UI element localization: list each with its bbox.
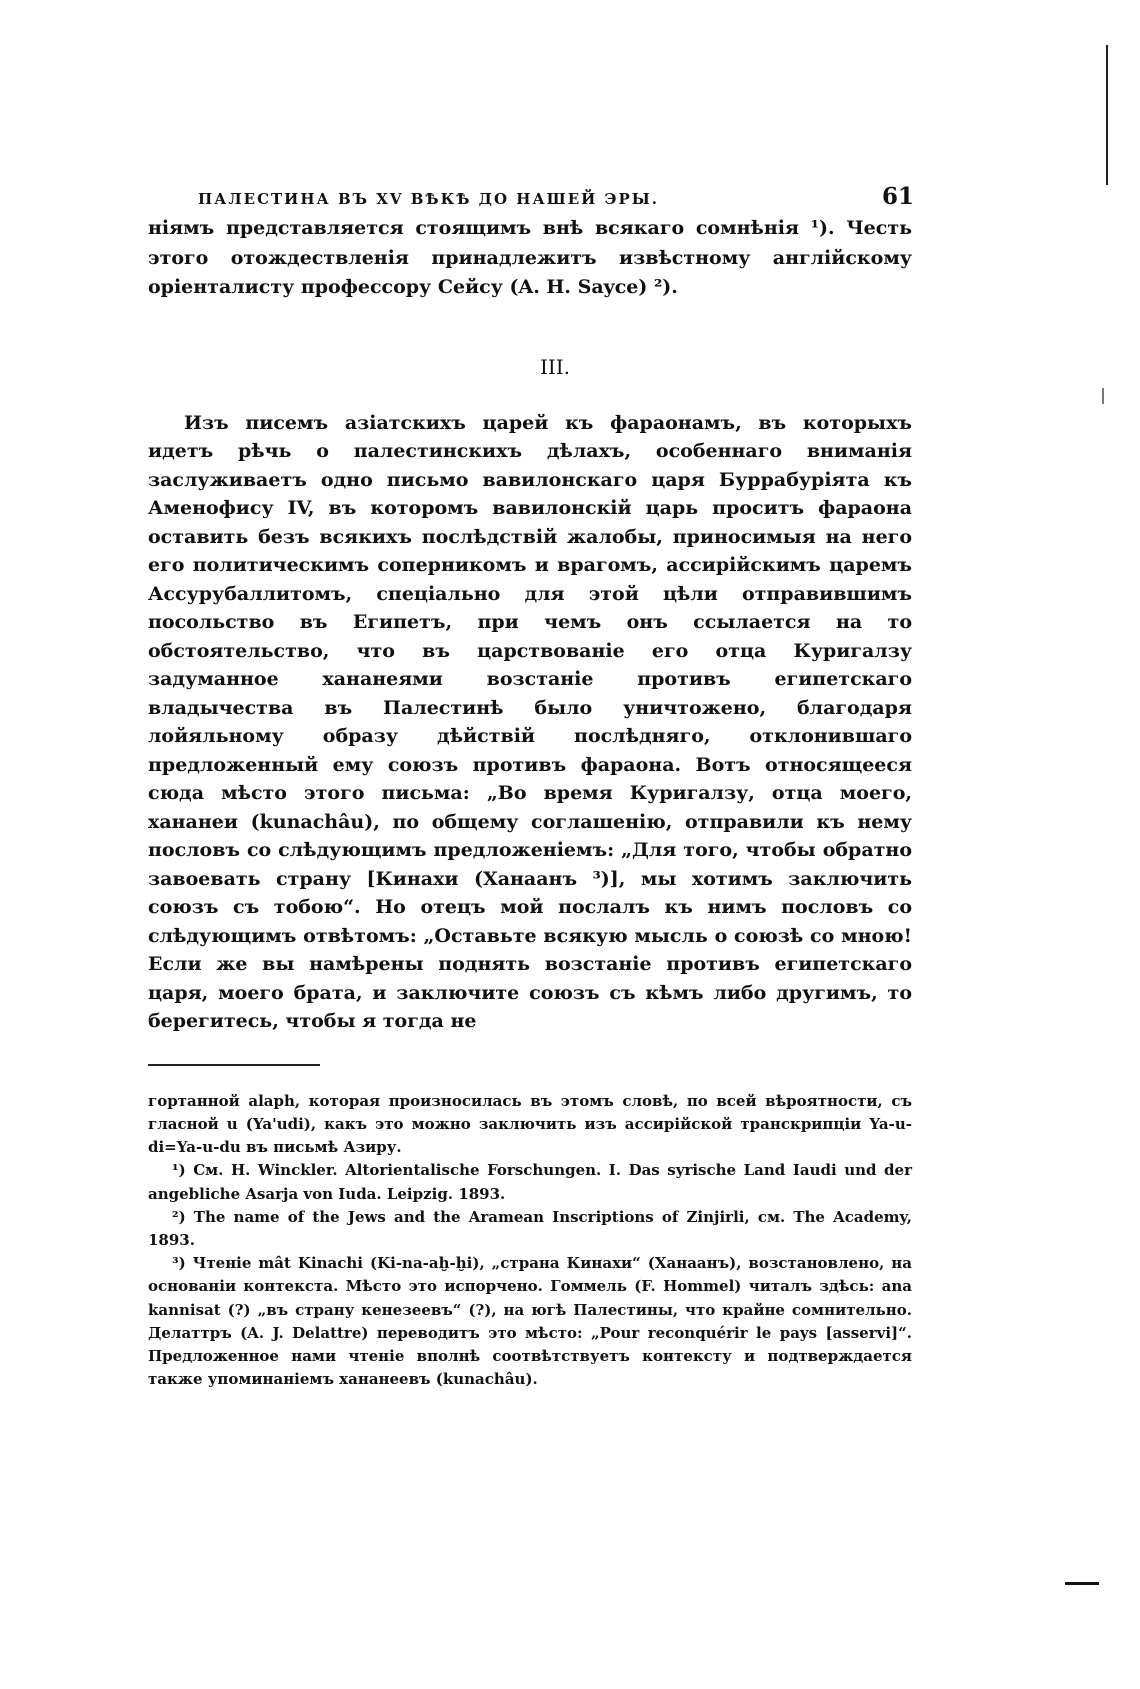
footnote-divider bbox=[148, 1064, 320, 1066]
section-heading: III. bbox=[539, 354, 571, 379]
page-edge-line bbox=[1106, 45, 1108, 185]
page-header bbox=[148, 180, 912, 214]
intro-paragraph: ніямъ представляется стоящимъ внѣ всякаго сомнѣнія ¹). Честь этого отождествленія принадлежитъ извѣстному англійскому оріенталисту профессору Сейсу (A. H. Sayce) ²). bbox=[148, 217, 912, 299]
footnote-2: ²) The name of the Jews and the Aramean Inscriptions of Zinjirli, см. The Academy, 1893. bbox=[148, 1207, 912, 1249]
page-edge-mark bbox=[1102, 388, 1104, 404]
footnote-1: ¹) См. H. Winckler. Altorientalische Forschungen. I. Das syrische Land Iaudi und der angebliche Asarja von Iuda. Leipzig. 1893. bbox=[148, 1161, 912, 1203]
margin-dash-mark bbox=[1065, 1582, 1099, 1585]
page-number: 61 bbox=[881, 183, 914, 210]
footnote-continuation: гортанной alaph, которая произносилась въ этомъ словѣ, по всей вѣроятности, съ гласной u (Ya'udi), какъ это можно заключить изъ ассирійской транскрипціи Ya-u-di=Ya-u-du въ письмѣ Азиру. bbox=[148, 1091, 912, 1157]
book-page bbox=[148, 180, 912, 1391]
running-head: ПАЛЕСТИНА ВЪ XV ВѢКѢ ДО НАШЕЙ ЭРЫ. bbox=[198, 190, 659, 208]
main-paragraph: Изъ писемъ азіатскихъ царей къ фараонамъ, въ которыхъ идетъ рѣчь о палестинскихъ дѣлахъ, особеннаго вниманія заслуживаетъ одно письмо вавилонскаго царя Буррабуріята къ Аменофису IV, въ которомъ вавилонскій царь проситъ фараона оставить безъ всякихъ послѣдствій жалобы, приносимыя на него его политическимъ соперникомъ и врагомъ, ассирійскимъ царемъ Ассурубаллитомъ, спеціально для этой цѣли отправившимъ посольство въ Египетъ, при чемъ онъ ссылается на то обстоятельство, что въ царствованіе его отца Куригалзу задуманное хананеями возстаніе противъ египетскаго владычества въ Палестинѣ было уничтожено, благодаря лойяльному образу дѣйствій послѣдняго, отклонившаго предложенный ему союзъ противъ фараона. Вотъ относящееся сюда мѣсто этого письма: „Во время Куригалзу, отца моего, хананеи (kunachâu), по общему соглашенію, отправили къ нему пословъ со слѣдующимъ предложеніемъ: „Для того, чтобы обратно завоевать страну [Кинахи (Ханаанъ ³)], мы хотимъ заключить союзъ съ тобою“. Но отецъ мой послалъ къ нимъ пословъ со слѣдующимъ отвѣтомъ: „Оставьте всякую мысль о союзѣ со мною! Если же вы намѣрены поднять возстаніе противъ египетскаго царя, моего брата, и заключите союзъ съ кѣмъ либо другимъ, то берегитесь, чтобы я тогда не bbox=[148, 411, 912, 1033]
footnote-3: ³) Чтеніе mât Kinachi (Ki-na-aḫ-ḫi), „страна Кинахи“ (Ханаанъ), возстановлено, на основаніи контекста. Мѣсто это испорчено. Гоммель (F. Hommel) читалъ здѣсь: ana kannisat (?) „въ страну кенезеевъ“ (?), на югѣ Палестины, что крайне сомнительно. Делаттръ (A. J. Delattre) переводитъ это мѣсто: „Pour reconquérir le pays [asservi]“. Предложенное нами чтеніе вполнѣ соотвѣтствуетъ контексту и подтверждается также упоминаніемъ хананеевъ (kunachâu). bbox=[148, 1254, 912, 1389]
